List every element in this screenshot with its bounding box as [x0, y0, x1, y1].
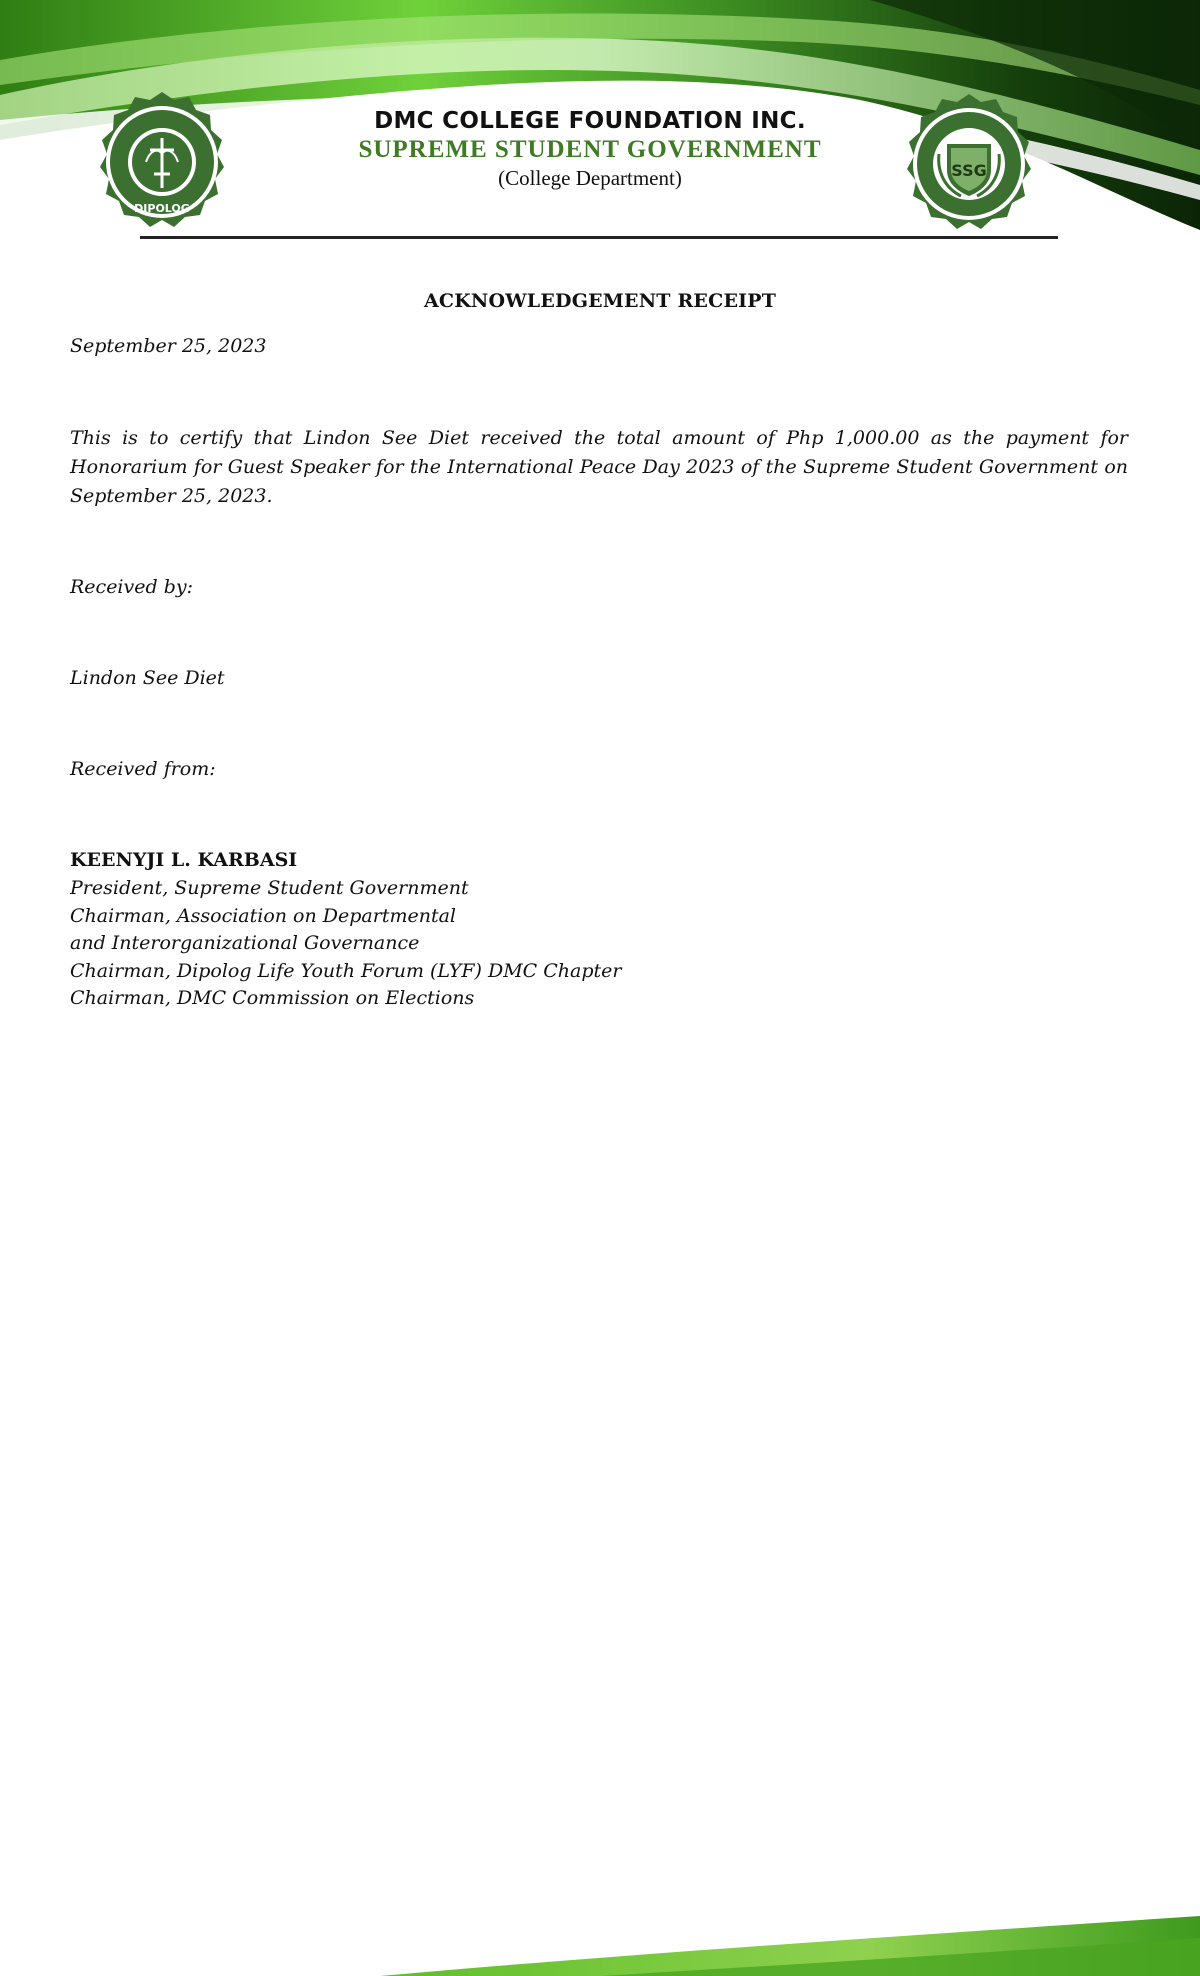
received-from-label: Received from: — [70, 758, 216, 780]
svg-text:DIPOLOG: DIPOLOG — [134, 202, 190, 215]
document-date: September 25, 2023 — [70, 335, 267, 357]
signatory-title: Chairman, Association on Departmental — [70, 904, 456, 927]
document-title: ACKNOWLEDGEMENT RECEIPT — [423, 290, 777, 312]
certification-paragraph: This is to certify that Lindon See Diet received the total amount of Php 1,000.00 as the payment for Honorarium for Guest Speaker for the International Peace Day 2023 of the Supreme Student Government on September 25, 2023. — [70, 427, 1128, 507]
department-name: (College Department) — [498, 166, 682, 190]
letterhead-divider — [140, 236, 1058, 239]
letterhead — [290, 106, 890, 192]
signatory-title: Chairman, DMC Commission on Elections — [70, 987, 475, 1009]
signatory-block — [70, 846, 621, 1013]
footer-green-swoosh — [0, 1916, 1200, 1976]
government-name: SUPREME STUDENT GOVERNMENT — [358, 136, 822, 163]
signatory-title: and Interorganizational Governance — [70, 932, 420, 954]
ssg-seal-logo — [895, 92, 1043, 240]
signatory-title: President, Supreme Student Government — [70, 877, 469, 899]
received-by-label: Received by: — [70, 576, 193, 598]
organization-name: DMC COLLEGE FOUNDATION INC. — [374, 108, 806, 134]
svg-text:SSG: SSG — [951, 161, 987, 180]
signatory-title: Chairman, Dipolog Life Youth Forum (LYF) DMC Chapter — [70, 959, 622, 982]
recipient-name: Lindon See Diet — [70, 667, 225, 689]
signatory-name: KEENYJI L. KARBASI — [70, 849, 298, 871]
dmc-college-seal-logo — [88, 90, 236, 238]
